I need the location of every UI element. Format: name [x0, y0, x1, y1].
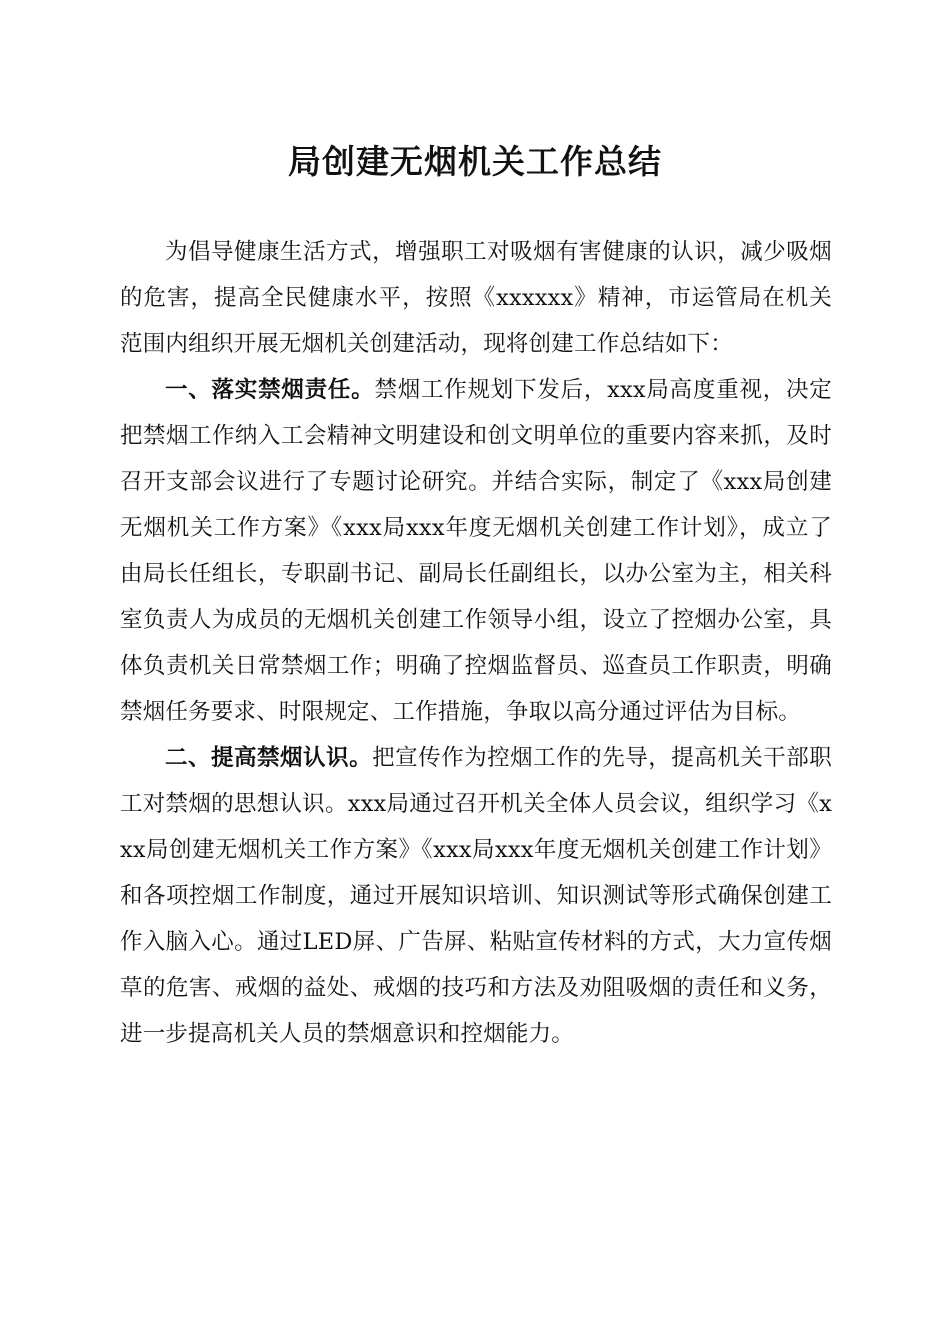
- section-1-paragraph: [120, 367, 832, 735]
- section-1-heading: 一、落实禁烟责任。: [165, 377, 375, 403]
- section-2-body: 把宣传作为控烟工作的先导，提高机关干部职工对禁烟的思想认识。xxx局通过召开机关全体人员会议，组织学习《xxx局创建无烟机关工作方案》《xxx局xxx年度无烟机关创建工作计划》和各项控烟工作制度，通过开展知识培训、知识测试等形式确保创建工作入脑入心。通过LED屏、广告屏、粘贴宣传材料的方式，大力宣传烟草的危害、戒烟的益处、戒烟的技巧和方法及劝阻吸烟的责任和义务，进一步提高机关人员的禁烟意识和控烟能力。: [120, 745, 832, 1047]
- section-2-paragraph: [120, 735, 832, 1057]
- document-body: [120, 229, 832, 1057]
- section-2-heading: 二、提高禁烟认识。: [165, 745, 373, 771]
- intro-paragraph: 为倡导健康生活方式，增强职工对吸烟有害健康的认识，减少吸烟的危害，提高全民健康水平，按照《xxxxxx》精神，市运管局在机关范围内组织开展无烟机关创建活动，现将创建工作总结如下：: [120, 239, 832, 357]
- section-1-body: 禁烟工作规划下发后，xxx局高度重视，决定把禁烟工作纳入工会精神文明建设和创文明单位的重要内容来抓，及时召开支部会议进行了专题讨论研究。并结合实际，制定了《xxx局创建无烟机关工作方案》《xxx局xxx年度无烟机关创建工作计划》，成立了由局长任组长，专职副书记、副局长任副组长，以办公室为主，相关科室负责人为成员的无烟机关创建工作领导小组，设立了控烟办公室，具体负责机关日常禁烟工作；明确了控烟监督员、巡查员工作职责，明确禁烟任务要求、时限规定、工作措施，争取以高分通过评估为目标。: [120, 377, 832, 725]
- document-title: 局创建无烟机关工作总结: [288, 142, 662, 181]
